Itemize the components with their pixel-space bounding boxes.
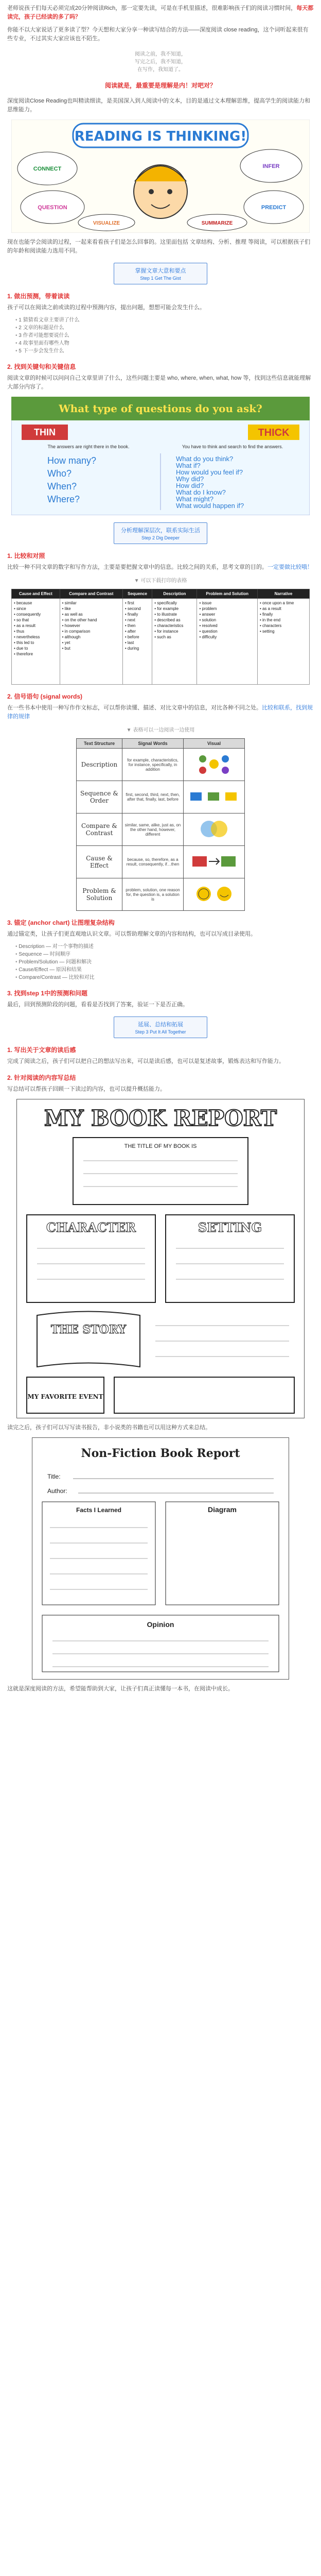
bubble-visualize [78,214,135,231]
table-header: Narrative [257,589,309,599]
list-item: • 5 下一步会发生什么 [15,347,314,355]
svg-text:You have to think and search t: You have to think and search to find the answers. [182,444,283,449]
table-header: Problem and Solution [197,589,257,599]
key-paragraph: 阅读文章的时候可以问问自己文章里讲了什么，这些问题主要是 who, where, when, what, how 等，找到这些信息就能理解大部分内容了。 [7,375,311,390]
report-paragraph: 读完之后，孩子们可以写写读书报告，非小说类的书籍也可以用这种方式来总结。 [7,1425,211,1431]
svg-text:VISUALIZE: VISUALIZE [93,221,120,226]
svg-text:Why did?: Why did? [176,475,204,483]
list-item: • Compare/Contrast — 比较和对比 [15,974,314,981]
list-item: • 3 作者可能想要说什么 [15,332,314,340]
bubble-predict [244,191,304,224]
svg-text:The answers are right there in: The answers are right there in the book. [47,444,130,449]
svg-text:Non-Fiction Book Report: Non-Fiction Book Report [81,1447,240,1460]
compare-paragraph: 比较一种不同文章的数字和写作方法，主要是要把握文章中的信息。比较之间的关系，思考文章的目的。一定要做比较哦！ [7,564,313,570]
highlight-line: 阅读就是，最重要是理解是内！对吧对？ [104,82,216,89]
table-header: Compare and Contrast [60,589,122,599]
list-item: • Description — 对一个事物的描述 [15,943,314,951]
step-1-banner: 掌握文章大意和要点 Step 1 Get The Gist [114,263,207,284]
svg-text:CHARACTER: CHARACTER [46,1220,136,1235]
section-title-anchor: 3. 锚定 (anchor chart) 让图理复杂结构 [7,919,115,926]
svg-text:Diagram: Diagram [207,1505,237,1514]
table-header: Signal Words [122,739,184,749]
svg-text:How would you feel if?: How would you feel if? [176,468,243,476]
svg-text:THE STORY: THE STORY [50,1323,127,1336]
svg-text:What if?: What if? [176,462,201,469]
step-3-banner: 延展、总结和拓展 Step 3 Put It All Together [114,1016,207,1038]
list-item: • Sequence — 时间顺序 [15,951,314,958]
svg-text:What do you think?: What do you think? [176,455,234,463]
predict-list [15,316,314,355]
svg-text:When?: When? [47,481,77,492]
intro-paragraph-2: 你能不以大家说话了更多读了型？今天想和大家分享一种读写结合的方法——深度阅读 close reading，这个词听起来很有些专业，不过其实大家应该也不陌生。 [7,27,309,42]
table-header: Text Structure [77,739,122,749]
svg-text:THE TITLE OF MY BOOK IS: THE TITLE OF MY BOOK IS [124,1143,197,1149]
svg-text:CONNECT: CONNECT [33,166,62,172]
svg-text:How many?: How many? [47,455,97,466]
svg-text:Author:: Author: [47,1487,67,1495]
svg-text:THICK: THICK [258,427,290,438]
bubble-infer [240,149,302,182]
anchor-list [15,943,314,981]
reading-is-thinking-image [11,120,310,233]
bubble-connect [17,152,77,185]
svg-text:PREDICT: PREDICT [261,205,287,211]
list-item: • Problem/Solution — 问题和解决 [15,958,314,966]
section-title-signal: 2. 信号语句 (signal words) [7,693,83,700]
svg-text:MY BOOK REPORT: MY BOOK REPORT [44,1106,277,1131]
svg-text:Facts I Learned: Facts I Learned [76,1506,122,1514]
closing-paragraph: 这就是深度阅读的方法，希望能帮助到大家，让孩子们真正读懂每一本书，在阅读中成长。 [7,1686,234,1692]
list-item: • 1 猜猜看文章主要讲了什么 [15,316,314,324]
svg-text:What might?: What might? [176,495,213,503]
list-item: • 2 文章的标题是什么 [15,324,314,332]
section-paragraph: 深度阅读Close Reading也叫精读细读，是美国深入到人阅读中的文本，目的是通过文本理解思维，提高学生的阅读能力和思维能力。 [7,98,311,113]
table-header: Visual [184,739,245,749]
figure-caption-2: ▼ 表格可以一边阅读一边使用 [126,727,195,733]
svg-text:Opinion: Opinion [147,1620,174,1629]
image-title: READING IS THINKING! [74,129,247,144]
svg-text:SUMMARIZE: SUMMARIZE [201,221,233,226]
return-paragraph: 最后，回到预测阶段的问题，看看是否找到了答案，验证一下是否正确。 [7,1002,188,1008]
table-row: Sequence & Order first, second, third, next, then, after that, finally, last, before [77,781,245,814]
list-item: • 4 故事里面有哪些人物 [15,340,314,347]
svg-text:THIN: THIN [34,427,56,437]
svg-text:QUESTION: QUESTION [38,205,67,211]
anchor-paragraph: 通过锚定类，让孩子们更直观地认识文章。可以帮助理解文章的内容和结构，也可以写成目录使用。 [7,931,256,937]
section-title-return: 3. 找到step 1中的预测和问题 [7,990,88,997]
bubble-summarize [187,214,247,231]
book-report-image [16,1099,305,1418]
table-row: • because • since • consequently • so that • as a result • thus • nevertheless • this led to • due to • therefore • similar • like • as well as • on the other hand • however • in comparison • although • yet • but • first • second • finally • next • then • after • before • last • during • specifically • for example • to illustrate • described as • characteristics • for instance • such as • issue • problem • answer • solution • resolved • question • difficulty • once upon a time • as a result • finally • in the end • characters • setting [12,599,310,685]
table-row: Problem & Solution problem, solution, one reason for, the question is, a solution is [77,878,245,911]
list-item: • Cause/Effect — 原因和结果 [15,966,314,974]
svg-text:MY FAVORITE EVENT: MY FAVORITE EVENT [27,1393,103,1400]
summary-paragraph: 写总结可以帮孩子回顾一下读过的内容，也可以提升概括能力。 [7,1086,166,1092]
quote-block: 阅读之前，我不知道， 写完之后，我不知道， 在写作，我知道了。 [135,52,186,73]
section-paragraph-2: 现在也能学会阅读的过程，一起来看看孩子们是怎么回事的。这里面包括 文章结构、分析、推理 等阅读，可以根据孩子们的年龄和阅读能力选用不同。 [7,239,311,254]
step-2-banner: 分析理解深层次，联系实际生活 Step 2 Dig Deeper [114,522,207,544]
reflect-paragraph: 完成了阅读之后，孩子们可以把自己的想法写出来，可以是读后感，也可以是复述故事，锻炼表达和写作能力。 [7,1058,284,1064]
svg-text:Title:: Title: [47,1473,61,1480]
text-structure-table [76,738,245,911]
svg-text:SETTING: SETTING [198,1220,262,1235]
predict-paragraph: 孩子可以在阅读之前或读的过程中预测内容，提出问题，想想可能会发生什么。 [7,304,205,311]
svg-text:Where?: Where? [47,494,80,504]
bubble-question [21,191,84,224]
table-row: Cause & Effect because, so, therefore, as a result, consequently, if…then [77,846,245,878]
section-title-compare: 1. 比较和对照 [7,552,45,560]
table-header: Cause and Effect [12,589,60,599]
svg-text:INFER: INFER [262,163,280,170]
thin-thick-image [11,397,310,515]
signal-paragraph: 在一些书本中使用一种写作作文标志，可以帮你读懂、描述、对比文章中的信息，对比各种不同之处。比较和联系，找到规律的规律 [7,705,313,720]
table-row: Compare & Contrast similar, same, alike, just as, on the other hand, however, different [77,814,245,846]
svg-text:What do I know?: What do I know? [176,488,226,496]
section-title-key: 2. 找到关键句和关键信息 [7,363,76,370]
section-title-summary: 2. 针对阅读的内容写总结 [7,1074,76,1081]
table-row: Description for example, characteristics, for instance, specifically, in addition [77,749,245,781]
svg-text:What would happen if?: What would happen if? [176,502,244,510]
section-title-predict: 1. 做出预测，带着读读 [7,293,70,300]
section-title-reflect: 1. 写出关于文章的读后感 [7,1046,76,1054]
table-header: Description [152,589,197,599]
svg-text:What type of questions do you: What type of questions do you ask? [59,402,262,415]
nonfiction-report-image [32,1437,289,1680]
svg-text:Who?: Who? [47,468,72,479]
figure-caption: ▼ 可以下载打印的表格 [134,578,187,584]
table-header: Sequence [122,589,152,599]
intro-paragraph: 老师说孩子们每天必须完成20分钟阅读Rich，那一定要先读，可是在手机里描述，很难影响孩子们的阅读习惯时间，每天都读完，孩子已经读的多了吗？ [7,5,314,20]
svg-text:How did?: How did? [176,482,204,489]
signal-words-table [11,589,310,685]
